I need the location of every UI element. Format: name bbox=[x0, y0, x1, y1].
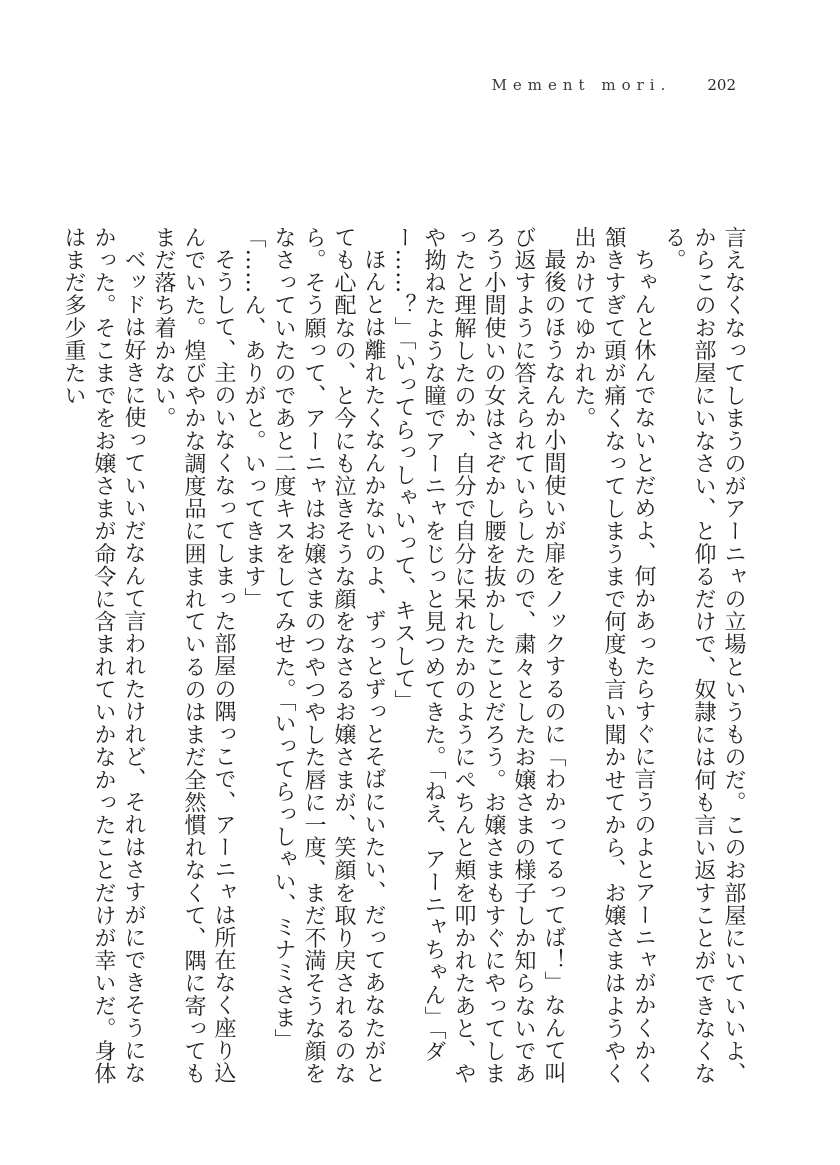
vertical-body-text bbox=[58, 226, 748, 1086]
paragraph: ほんとは離れたくなんかないのよ、ずっとずっとそばにいたい、だってあなたがとても心配なの、と今にも泣きそうな顔をなさるお嬢さまが、笑顔を取り戻されるのなら。そう願って、アーニャはお嬢さまのつやつやした唇に一度、まだ不満そうな顔をなさっていたのであと二度キスをしてみせた。「いってらっしゃい、ミナミさま」「……ん、ありがと。いってきます」 bbox=[241, 226, 386, 1085]
page-number: 202 bbox=[707, 76, 736, 94]
paragraph: 最後のほうなんか小間使いが扉をノックするのに「わかってるってば！」なんて叫び返すように答えられていらしたので、粛々としたお嬢さまの様子しか知らないであろう小間使いの女はさぞかし腰を抜かしたことだろう。お嬢さまもすぐにやってしまったと理解したのか、自分で自分に呆れたかのようにぺちんと頬を叩かれたあと、やや拗ねたような瞳でアーニャをじっと見つめてきた。「ねえ、アーニャちゃん」「ダー……？」「いってらっしゃいって、キスして」 bbox=[391, 226, 566, 1085]
paragraph: ちゃんと休んでないとだめよ、何かあったらすぐに言うのよとアーニャがかくかく頷きすぎて頭が痛くなってしまうまで何度も言い聞かせてから、お嬢さまはようやく出かけてゆかれた。 bbox=[571, 226, 656, 1085]
book-title: Mement mori. bbox=[491, 76, 672, 94]
running-header bbox=[492, 76, 736, 94]
paragraph: そうして、主のいなくなってしまった部屋の隅っこで、アーニャは所在なく座り込んでいた。煌びやかな調度品に囲まれているのはまだ全然慣れなくて、隅に寄ってもまだ落ち着かない。 bbox=[151, 226, 236, 1085]
paragraph: 言えなくなってしまうのがアーニャの立場というものだ。このお部屋にいていいよ、からこのお部屋にいなさい、と仰るだけで、奴隷には何も言い返すことができなくなる。 bbox=[661, 226, 746, 1085]
paragraph: ベッドは好きに使っていいだなんて言われたけれど、それはさすがにできそうになかった。そこまでをお嬢さまが命令に含まれていかなかったことだけが幸いだ。身体はまだ多少重たい bbox=[61, 226, 146, 1085]
